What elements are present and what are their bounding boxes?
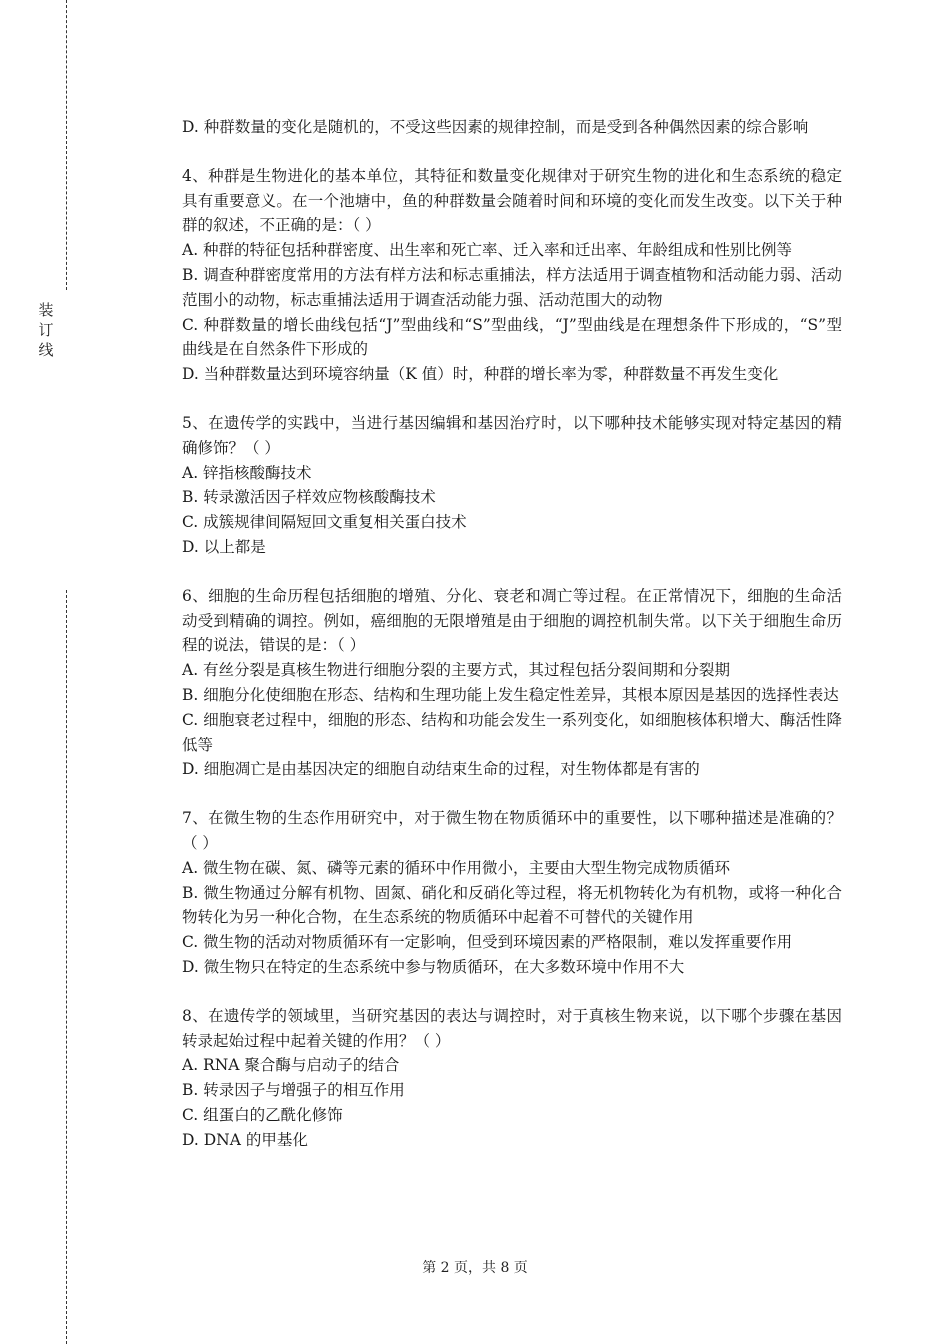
option-a: A. 种群的特征包括种群密度、出生率和死亡率、迁入率和迁出率、年龄组成和性别比例等: [182, 241, 793, 260]
question-stem: 4、种群是生物进化的基本单位，其特征和数量变化规律对于研究生物的进化和生态系统的稳定具有重要意义。在一个池塘中，鱼的种群数量会随着时间和环境的变化而发生改变。以下关于种群的叙述，不正确的是：（ ）: [182, 166, 842, 235]
question-8: [182, 1004, 842, 1153]
option-c: C. 细胞衰老过程中，细胞的形态、结构和功能会发生一系列变化，如细胞核体积增大、酶活性降低等: [182, 710, 842, 754]
binding-char: 订: [38, 321, 54, 339]
question-6: [182, 584, 842, 782]
option-b: B. 微生物通过分解有机物、固氮、硝化和反硝化等过程，将无机物转化为有机物，或将一种化合物转化为另一种化合物，在生态系统的物质循环中起着不可替代的关键作用: [182, 883, 842, 927]
question-content: [182, 115, 842, 1176]
question-3-continuation: [182, 115, 842, 140]
question-stem: 7、在微生物的生态作用研究中，对于微生物在物质循环中的重要性，以下哪种描述是准确的？（ ）: [182, 809, 842, 852]
option-a: A. RNA 聚合酶与启动子的结合: [182, 1056, 400, 1075]
binding-label: [36, 300, 56, 360]
option-c: C. 组蛋白的乙酰化修饰: [182, 1105, 343, 1124]
option-a: A. 锌指核酸酶技术: [182, 463, 312, 482]
option-d: D. 微生物只在特定的生态系统中参与物质循环，在大多数环境中作用不大: [182, 957, 685, 976]
option-c: C. 微生物的活动对物质循环有一定影响，但受到环境因素的严格限制，难以发挥重要作用: [182, 933, 793, 952]
option-c: C. 成簇规律间隔短回文重复相关蛋白技术: [182, 513, 467, 532]
binding-dashed-line-bottom: [66, 590, 67, 1344]
option-d: D. 细胞凋亡是由基因决定的细胞自动结束生命的过程，对生物体都是有害的: [182, 760, 700, 779]
binding-char: 线: [38, 341, 54, 359]
question-5: [182, 411, 842, 560]
page-number-footer: 第 2 页，共 8 页: [422, 1260, 528, 1276]
question-7: [182, 806, 842, 980]
option-a: A. 微生物在碳、氮、磷等元素的循环中作用微小，主要由大型生物完成物质循环: [182, 858, 731, 877]
binding-dashed-line-top: [66, 0, 67, 290]
question-stem: 8、在遗传学的领域里，当研究基因的表达与调控时，对于真核生物来说，以下哪个步骤在基因转录起始过程中起着关键的作用？（ ）: [182, 1006, 842, 1050]
question-stem: 5、在遗传学的实践中，当进行基因编辑和基因治疗时，以下哪种技术能够实现对特定基因的精确修饰？（ ）: [182, 413, 842, 457]
option-d: D. 以上都是: [182, 537, 266, 556]
option-d: D. DNA 的甲基化: [182, 1130, 308, 1149]
option-b: B. 转录激活因子样效应物核酸酶技术: [182, 488, 436, 507]
binding-char: 装: [38, 301, 54, 319]
question-stem: 6、细胞的生命历程包括细胞的增殖、分化、衰老和凋亡等过程。在正常情况下，细胞的生命活动受到精确的调控。例如，癌细胞的无限增殖是由于细胞的调控机制失常。以下关于细胞生命历程的说法，错误的是：（ ）: [182, 586, 842, 655]
option-d: D. 种群数量的变化是随机的，不受这些因素的规律控制，而是受到各种偶然因素的综合影响: [182, 118, 809, 136]
option-d: D. 当种群数量达到环境容纳量（K 值）时，种群的增长率为零，种群数量不再发生变化: [182, 365, 779, 384]
option-a: A. 有丝分裂是真核生物进行细胞分裂的主要方式，其过程包括分裂间期和分裂期: [182, 661, 731, 680]
option-c: C. 种群数量的增长曲线包括“J”型曲线和“S”型曲线，“J”型曲线是在理想条件下形成的，“S”型曲线是在自然条件下形成的: [182, 315, 842, 359]
option-b: B. 细胞分化使细胞在形态、结构和生理功能上发生稳定性差异，其根本原因是基因的选择性表达: [182, 685, 839, 704]
option-b: B. 转录因子与增强子的相互作用: [182, 1081, 405, 1100]
question-4: [182, 164, 842, 387]
option-b: B. 调查种群密度常用的方法有样方法和标志重捕法，样方法适用于调查植物和活动能力弱、活动范围小的动物，标志重捕法适用于调查活动能力强、活动范围大的动物: [182, 265, 842, 309]
